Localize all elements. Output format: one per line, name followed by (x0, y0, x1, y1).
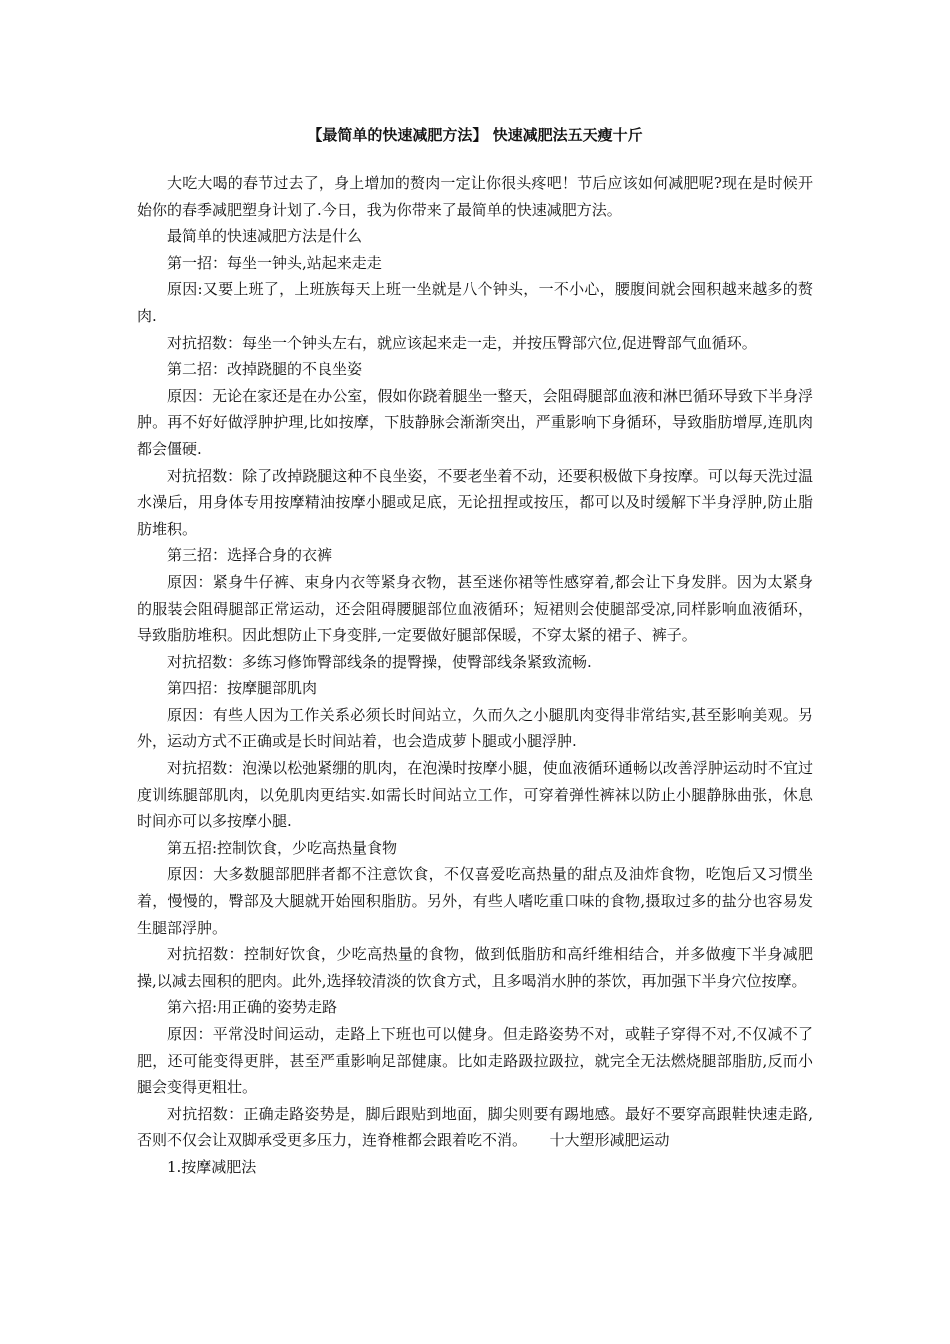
paragraph-tip-2-countermeasure: 对抗招数：除了改掉跷腿这种不良坐姿，不要老坐着不动，还要积极做下身按摩。可以每天洗过温水澡后，用身体专用按摩精油按摩小腿或足底，无论扭捏或按压，都可以及时缓解下半身浮肿,防止脂肪堆积。 (137, 466, 813, 538)
paragraph-tip-6-heading: 第六招:用正确的姿势走路 (167, 998, 338, 1017)
paragraph-tip-1-countermeasure: 对抗招数：每坐一个钟头左右，就应该起来走一走，并按压臀部穴位,促进臀部气血循环。 (167, 333, 757, 352)
paragraph-tip-3-reason: 原因：紧身牛仔裤、束身内衣等紧身衣物，甚至迷你裙等性感穿着,都会让下身发胖。因为太紧身的服装会阻碍腿部正常运动，还会阻碍腰腿部位血液循环；短裙则会使腿部受凉,同样影响血液循环，导致脂肪堆积。因此想防止下身变胖,一定要做好腿部保暖，不穿太紧的裙子、裤子。 (137, 572, 813, 645)
paragraph-tip-5-reason: 原因：大多数腿部肥胖者都不注意饮食，不仅喜爱吃高热量的甜点及油炸食物，吃饱后又习惯坐着，慢慢的，臀部及大腿就开始囤积脂肪。另外，有些人嗜吃重口味的食物,摄取过多的盐分也容易发生腿部浮肿。 (137, 865, 813, 937)
paragraph-tip-4-reason: 原因：有些人因为工作关系必须长时间站立，久而久之小腿肌肉变得非常结实,甚至影响美观。另外，运动方式不正确或是长时间站着，也会造成萝卜腿或小腿浮肿. (137, 705, 813, 751)
document-title: 【最简单的快速减肥方法】 快速减肥法五天瘦十斤 (307, 126, 643, 144)
paragraph-subheading: 最简单的快速减肥方法是什么 (167, 227, 363, 246)
paragraph-tip-2-reason: 原因：无论在家还是在办公室，假如你跷着腿坐一整天，会阻碍腿部血液和淋巴循环导致下半身浮肿。再不好好做浮肿护理,比如按摩，下肢静脉会渐渐突出，严重影响下身循环，导致脂肪增厚,连肌肉都会僵硬. (137, 386, 813, 458)
paragraph-tip-3-heading: 第三招：选择合身的衣裤 (167, 546, 333, 565)
paragraph-tip-4-countermeasure: 对抗招数：泡澡以松弛紧绷的肌肉，在泡澡时按摩小腿，使血液循环通畅以改善浮肿运动时不宜过度训练腿部肌肉，以免肌肉更结实.如需长时间站立工作，可穿着弹性裤袜以防止小腿静脉曲张，休息时间亦可以多按摩小腿. (137, 759, 813, 831)
paragraph-intro: 大吃大喝的春节过去了，身上增加的赘肉一定让你很头疼吧！节后应该如何减肥呢?现在是时候开始你的春季减肥塑身计划了.今日，我为你带来了最简单的快速减肥方法。 (137, 174, 813, 219)
paragraph-tip-4-heading: 第四招：按摩腿部肌肉 (167, 679, 318, 698)
paragraph-tip-5-countermeasure: 对抗招数：控制好饮食，少吃高热量的食物，做到低脂肪和高纤维相结合，并多做瘦下半身减肥操,以减去囤积的肥肉。此外,选择较清淡的饮食方式，且多喝消水肿的茶饮，再加强下半身穴位按摩。 (137, 945, 813, 990)
document-body (137, 170, 813, 1181)
paragraph-tip-6-countermeasure: 对抗招数：正确走路姿势是，脚后跟贴到地面，脚尖则要有踢地感。最好不要穿高跟鞋快速走路,否则不仅会让双脚承受更多压力，连脊椎都会跟着吃不消。 十大塑形减肥运动 (137, 1104, 813, 1150)
paragraph-tip-1-heading: 第一招：每坐一钟头,站起来走走 (167, 253, 382, 272)
paragraph-tip-6-reason: 原因：平常没时间运动，走路上下班也可以健身。但走路姿势不对，或鞋子穿得不对,不仅减不了肥，还可能变得更胖，甚至严重影响足部健康。比如走路趿拉趿拉，就完全无法燃烧腿部脂肪,反而小腿会变得更粗壮。 (137, 1025, 813, 1097)
paragraph-tip-2-heading: 第二招：改掉跷腿的不良坐姿 (167, 360, 363, 379)
paragraph-tip-3-countermeasure: 对抗招数：多练习修饰臀部线条的提臀操，使臀部线条紧致流畅. (167, 652, 592, 671)
paragraph-list-item-1: 1.按摩减肥法 (167, 1157, 257, 1176)
paragraph-tip-1-reason: 原因:又要上班了，上班族每天上班一坐就是八个钟头，一不小心，腰腹间就会囤积越来越多的赘肉. (137, 280, 813, 325)
paragraph-tip-5-heading: 第五招:控制饮食，少吃高热量食物 (167, 838, 398, 857)
